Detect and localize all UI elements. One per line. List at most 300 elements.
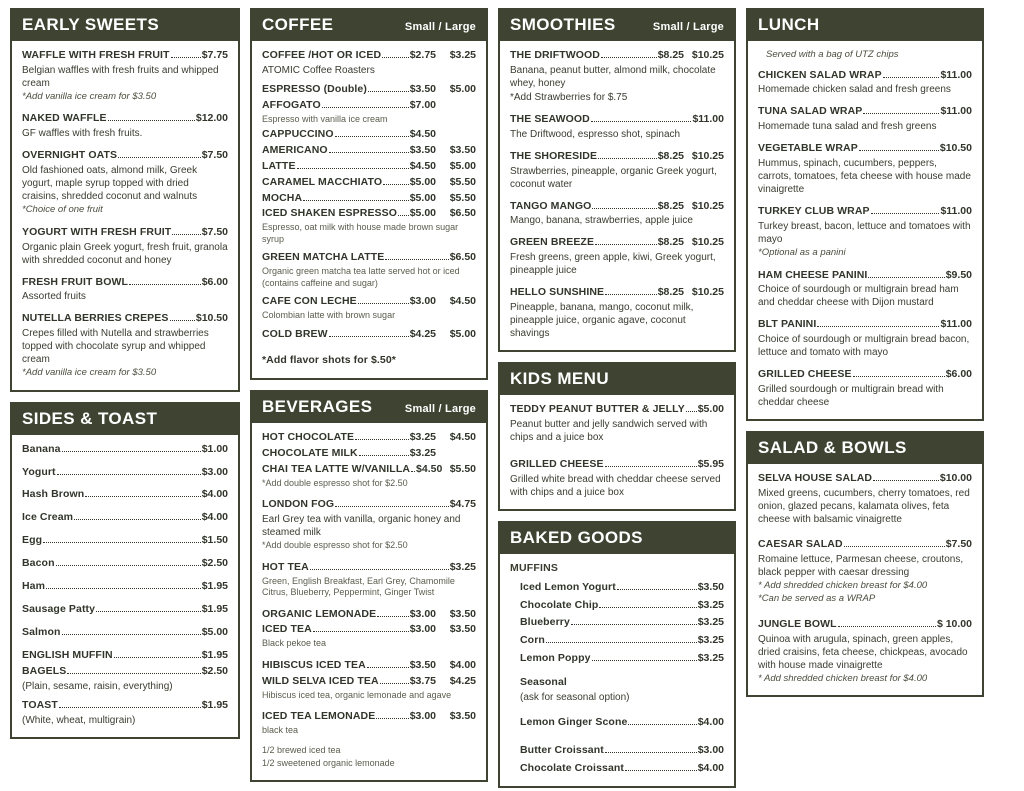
item-price: $4.00 <box>697 761 724 774</box>
item-price-small: $3.50 <box>409 82 436 95</box>
section-kids-menu <box>498 362 736 511</box>
item-name: TURKEY CLUB WRAP <box>758 205 870 218</box>
menu-item <box>758 269 972 310</box>
menu-item <box>520 581 724 595</box>
item-price-large: $5.50 <box>449 462 476 475</box>
menu-item <box>510 113 724 141</box>
leader-dots <box>67 673 200 674</box>
menu-item <box>22 665 228 693</box>
item-note: * Add shredded chicken breast for $4.00 <box>758 672 928 684</box>
leader-dots <box>628 724 696 725</box>
item-name: ICED TEA LEMONADE <box>262 710 376 723</box>
leader-dots <box>322 107 409 108</box>
leader-dots <box>303 200 409 201</box>
item-name: Salmon <box>22 625 61 638</box>
section-title: BEVERAGES <box>262 397 373 417</box>
item-price: $7.75 <box>201 49 228 61</box>
item-name: Seasonal <box>520 676 567 689</box>
leader-dots <box>863 113 939 114</box>
menu-item <box>262 498 476 551</box>
item-name: NUTELLA BERRIES CREPES <box>22 312 169 325</box>
section-header <box>748 10 982 41</box>
item-name: HOT TEA <box>262 560 309 573</box>
item-description: GF waffles with fresh fruits. <box>22 128 143 140</box>
item-subtext: (White, wheat, multigrain) <box>22 715 136 727</box>
section-header <box>12 404 238 435</box>
item-description: Mango, banana, strawberries, apple juice <box>510 215 693 227</box>
item-price-large: $3.50 <box>449 143 476 156</box>
beverages-footnote-1: 1/2 brewed iced tea <box>262 745 341 756</box>
column-2 <box>250 8 488 783</box>
leader-dots <box>310 569 449 570</box>
item-name: HAM CHEESE PANINI <box>758 268 868 281</box>
item-name: Ham <box>22 579 46 592</box>
menu-item <box>262 295 476 321</box>
item-description: Peanut butter and jelly sandwich served with chips and a juice box <box>510 419 708 444</box>
item-name: CARAMEL MACCHIATO <box>262 175 383 188</box>
item-price: $7.50 <box>201 149 228 162</box>
section-title: SALAD & BOWLS <box>758 438 907 458</box>
item-price: $1.95 <box>201 699 228 712</box>
leader-dots <box>844 546 945 547</box>
item-price-small: $3.00 <box>409 607 436 620</box>
item-description: Homemade chicken salad and fresh greens <box>758 84 951 96</box>
leader-dots <box>592 208 656 209</box>
item-price-small: $8.25 <box>657 199 684 212</box>
item-name: Bacon <box>22 557 55 570</box>
menu-item <box>22 443 228 457</box>
menu-item <box>262 49 476 77</box>
item-price-small: $3.75 <box>409 674 436 687</box>
item-price-large: $3.25 <box>449 49 476 61</box>
menu-item <box>510 458 724 499</box>
item-price-small: $3.50 <box>409 143 436 156</box>
item-price-large: $4.25 <box>449 674 476 687</box>
section-title: SIDES & TOAST <box>22 408 158 428</box>
item-subtext: black tea <box>262 724 299 735</box>
item-price-large: $3.50 <box>449 607 476 620</box>
item-description: Grilled sourdough or multigrain bread with cheddar cheese <box>758 384 944 409</box>
item-price-small: $4.50 <box>409 128 436 141</box>
leader-dots <box>46 588 201 589</box>
item-price: $3.25 <box>697 598 724 611</box>
item-price: $11.00 <box>940 105 972 118</box>
item-description: Belgian waffles with fresh fruits and whipped cream <box>22 64 219 89</box>
leader-dots <box>367 667 409 668</box>
item-price: $7.50 <box>201 225 228 238</box>
leader-dots <box>368 91 409 92</box>
menu-item <box>22 649 228 663</box>
item-name: OVERNIGHT OATS <box>22 149 118 162</box>
item-name: ICED TEA <box>262 623 312 636</box>
item-name: Lemon Ginger Scone <box>520 716 628 729</box>
item-price-small: $8.25 <box>657 236 684 249</box>
item-name: Egg <box>22 534 43 547</box>
item-subtext: Black pekoe tea <box>262 638 327 649</box>
leader-dots <box>335 506 449 507</box>
item-name: Hash Brown <box>22 488 85 501</box>
menu-item <box>520 762 724 776</box>
item-price-small: $7.00 <box>409 98 436 111</box>
item-name: WAFFLE WITH FRESH FRUIT <box>22 49 170 61</box>
item-description: Strawberries, pineapple, organic Greek yogurt, coconut water <box>510 165 717 190</box>
menu-item <box>262 608 476 622</box>
item-price: $7.50 <box>945 537 972 550</box>
item-price: $9.50 <box>945 268 972 281</box>
item-price-large: $3.50 <box>449 710 476 723</box>
item-price: $11.00 <box>692 112 724 125</box>
item-price-large: $5.00 <box>449 159 476 172</box>
section-title: LUNCH <box>758 15 820 34</box>
menu-item <box>262 128 476 142</box>
item-price: $1.50 <box>201 534 228 547</box>
leader-dots <box>595 244 657 245</box>
leader-dots <box>859 150 939 151</box>
menu-item <box>510 403 724 444</box>
item-name: JUNGLE BOWL <box>758 617 837 630</box>
item-price: $3.25 <box>697 652 724 665</box>
item-price-large: $5.50 <box>449 191 476 204</box>
item-name: TOAST <box>22 699 58 712</box>
menu-item <box>22 511 228 525</box>
leader-dots <box>817 326 939 327</box>
menu-item <box>262 207 476 245</box>
leader-dots <box>171 57 201 58</box>
item-name: HELLO SUNSHINE <box>510 286 605 299</box>
item-name: Lemon Poppy <box>520 652 591 665</box>
item-price-small: $3.25 <box>409 447 436 460</box>
item-name: Sausage Patty <box>22 602 96 615</box>
leader-dots <box>170 320 195 321</box>
section-title: SMOOTHIES <box>510 15 616 34</box>
menu-item <box>22 112 228 140</box>
leader-dots <box>625 770 697 771</box>
item-price: $1.95 <box>201 602 228 615</box>
menu-item <box>262 561 476 599</box>
section-body <box>252 41 486 378</box>
group-label-muffins: MUFFINS <box>510 561 559 574</box>
item-price: $3.25 <box>697 634 724 647</box>
menu-item <box>262 328 476 342</box>
item-name: CHAI TEA LATTE W/VANILLA <box>262 462 411 475</box>
item-price-large: $4.00 <box>449 658 476 671</box>
menu-item <box>262 623 476 649</box>
item-price: $2.50 <box>201 665 228 678</box>
item-price-small: $3.50 <box>409 658 436 671</box>
item-subtext: Organic green matcha tea latte served hot or iced (contains caffeine and sugar) <box>262 266 460 288</box>
section-body <box>500 395 734 509</box>
menu-item <box>262 160 476 174</box>
item-description: Old fashioned oats, almond milk, Greek yogurt, maple syrup topped with dried craisins, shredded coconut and walnuts <box>22 165 198 203</box>
menu-item <box>262 447 476 461</box>
leader-dots <box>599 607 696 608</box>
section-sides-toast <box>10 402 240 740</box>
leader-dots <box>355 439 409 440</box>
item-name: CAPPUCCINO <box>262 128 334 141</box>
menu-item <box>510 286 724 340</box>
item-description: Choice of sourdough or multigrain bread bacon, lettuce and tomato with mayo <box>758 334 970 359</box>
item-price: $1.95 <box>201 579 228 592</box>
item-name: TUNA SALAD WRAP <box>758 105 863 118</box>
leader-dots <box>114 657 201 658</box>
item-description: Grilled white bread with cheddar cheese served with chips and a juice box <box>510 473 721 498</box>
menu-item <box>758 142 972 196</box>
leader-dots <box>96 611 201 612</box>
item-name: GRILLED CHEESE <box>510 458 604 471</box>
section-header <box>748 433 982 464</box>
item-price-small: $4.50 <box>416 462 443 475</box>
item-name: Chocolate Chip <box>520 598 599 611</box>
menu-item <box>262 83 476 97</box>
item-name: Butter Croissant <box>520 743 604 756</box>
section-title: BAKED GOODS <box>510 527 643 547</box>
item-note: *Add vanilla ice cream for $3.50 <box>22 90 157 102</box>
menu-item <box>510 236 724 277</box>
leader-dots <box>398 215 409 216</box>
section-body <box>12 41 238 390</box>
item-name: FRESH FRUIT BOWL <box>22 275 129 288</box>
item-price: $10.50 <box>195 312 228 325</box>
section-body <box>748 464 982 695</box>
leader-dots <box>129 284 201 285</box>
menu-item <box>758 105 972 133</box>
section-subtitle: Small / Large <box>404 403 476 416</box>
menu-item <box>22 557 228 571</box>
section-smoothies <box>498 8 736 352</box>
item-name: THE SEAWOOD <box>510 112 590 125</box>
item-subtext: Espresso, oat milk with house made brown sugar syrup <box>262 222 459 244</box>
section-subtitle: Small / Large <box>404 21 476 33</box>
menu-item <box>22 276 228 304</box>
leader-dots <box>377 616 409 617</box>
item-name: WILD SELVA ICED TEA <box>262 674 379 687</box>
menu-item <box>520 716 724 730</box>
menu-item <box>262 144 476 158</box>
section-header <box>252 392 486 423</box>
item-subtext: (Plain, sesame, raisin, everything) <box>22 681 173 693</box>
leader-dots <box>59 707 201 708</box>
menu-item <box>262 463 476 489</box>
item-description: Homemade tuna salad and fresh greens <box>758 121 937 133</box>
column-3 <box>498 8 736 783</box>
item-name: CHOCOLATE MILK <box>262 447 358 460</box>
leader-dots <box>605 752 697 753</box>
leader-dots <box>376 718 408 719</box>
item-description: Turkey breast, bacon, lettuce and tomatoes with mayo <box>758 220 971 245</box>
item-price-large: $10.25 <box>691 199 724 212</box>
menu-item <box>262 192 476 206</box>
item-name: Iced Lemon Yogurt <box>520 580 616 593</box>
item-price: $5.00 <box>697 403 724 416</box>
item-price-small: $4.25 <box>409 327 436 340</box>
item-description: Pineapple, banana, mango, coconut milk, pineapple juice, organic agave, coconut shavings <box>510 302 694 340</box>
leader-dots <box>591 121 692 122</box>
section-body <box>500 554 734 786</box>
leader-dots <box>313 631 409 632</box>
menu-item <box>262 176 476 190</box>
item-name: Blueberry <box>520 616 570 629</box>
item-subtext: Espresso with vanilla ice cream <box>262 113 388 124</box>
leader-dots <box>868 277 944 278</box>
item-price: $6.50 <box>449 251 476 264</box>
item-name: Corn <box>520 634 545 647</box>
section-body <box>12 435 238 738</box>
menu-item <box>262 431 476 445</box>
menu-item <box>22 534 228 548</box>
item-description: Organic plain Greek yogurt, fresh fruit, granola with shredded coconut and honey <box>22 241 228 266</box>
item-description: Quinoa with arugula, spinach, green apples, dried craisins, feta cheese, chickpeas, avocado with house made vinaigrette <box>758 633 968 671</box>
leader-dots <box>108 120 195 121</box>
item-price-large: $10.25 <box>691 236 724 249</box>
item-price: $3.00 <box>697 743 724 756</box>
leader-dots <box>358 303 409 304</box>
leader-dots <box>329 152 409 153</box>
leader-dots <box>601 57 657 58</box>
section-title: EARLY SWEETS <box>22 15 160 34</box>
item-name: ESPRESSO (Double) <box>262 82 367 95</box>
item-name: TANGO MANGO <box>510 199 592 212</box>
item-description: Mixed greens, cucumbers, cherry tomatoes, red onion, glazed pecans, kalamata olives, feta cheese with balsamic vinaigrette <box>758 487 970 525</box>
item-name: TEDDY PEANUT BUTTER & JELLY <box>510 403 685 416</box>
item-name: THE DRIFTWOOD <box>510 49 600 61</box>
leader-dots <box>43 542 201 543</box>
item-subtext: *Add double espresso shot for $2.50 <box>262 477 408 488</box>
item-price-small: $3.00 <box>409 710 436 723</box>
section-title: COFFEE <box>262 15 334 34</box>
item-price: $11.00 <box>940 318 972 331</box>
item-subtext: *Add double espresso shot for $2.50 <box>262 540 408 551</box>
item-price: $11.00 <box>940 205 972 218</box>
item-price-large: $5.50 <box>449 175 476 188</box>
item-name: CAESAR SALAD <box>758 537 843 550</box>
leader-dots <box>382 57 409 58</box>
item-name: Banana <box>22 442 61 455</box>
item-name: GREEN MATCHA LATTE <box>262 251 385 264</box>
item-name: Chocolate Croissant <box>520 761 625 774</box>
item-price: $10.00 <box>939 472 972 485</box>
item-name: CAFE CON LECHE <box>262 295 357 308</box>
item-note: * Add shredded chicken breast for $4.00 <box>758 579 928 591</box>
leader-dots <box>380 683 409 684</box>
item-price-small: $8.25 <box>657 149 684 162</box>
item-price-large: $10.25 <box>691 286 724 299</box>
leader-dots <box>62 451 201 452</box>
item-price-small: $3.00 <box>409 295 436 308</box>
item-note: *Choice of one fruit <box>22 204 103 216</box>
item-description: The Driftwood, espresso shot, spinach <box>510 128 681 140</box>
item-name: THE SHORESIDE <box>510 149 598 162</box>
item-subtext: (ask for seasonal option) <box>520 691 630 703</box>
item-price-small: $5.00 <box>409 175 436 188</box>
item-price: $3.50 <box>697 580 724 593</box>
menu-item <box>22 580 228 594</box>
item-price: $11.00 <box>940 68 972 81</box>
menu-item <box>520 652 724 666</box>
item-price: $3.25 <box>697 616 724 629</box>
item-name: AFFOGATO <box>262 98 321 111</box>
leader-dots <box>686 411 697 412</box>
leader-dots <box>383 184 409 185</box>
section-title: KIDS MENU <box>510 369 609 389</box>
section-body <box>252 423 486 779</box>
leader-dots <box>546 642 697 643</box>
item-name: Yogurt <box>22 465 56 478</box>
leader-dots <box>62 634 201 635</box>
item-subtext: Colombian latte with brown sugar <box>262 310 396 321</box>
item-price-small: $4.50 <box>409 159 436 172</box>
item-note: *Optional as a panini <box>758 246 846 258</box>
menu-item <box>510 150 724 191</box>
menu-item <box>520 634 724 648</box>
item-description: Choice of sourdough or multigrain bread ham and cheddar cheese with Dijon mustard <box>758 284 959 309</box>
beverages-footnote-2: 1/2 sweetened organic lemonade <box>262 757 395 768</box>
menu-item <box>262 710 476 736</box>
item-subtext: Hibiscus iced tea, organic lemonade and agave <box>262 689 452 700</box>
item-subtext: Green, English Breakfast, Earl Grey, Chamomile Citrus, Blueberry, Peppermint, Ginger Twist <box>262 575 455 598</box>
menu-item <box>758 618 972 685</box>
item-price-large: $6.50 <box>449 207 476 220</box>
leader-dots <box>56 565 201 566</box>
item-price: $10.50 <box>939 142 972 155</box>
section-subtitle: Small / Large <box>652 21 724 33</box>
leader-dots <box>329 336 409 337</box>
item-note-2: *Can be served as a WRAP <box>758 593 876 605</box>
item-price: $6.00 <box>201 275 228 288</box>
menu-item <box>22 466 228 480</box>
leader-dots <box>853 376 945 377</box>
item-price: $4.00 <box>697 716 724 729</box>
item-price-large: $4.50 <box>449 295 476 308</box>
item-price-small: $3.00 <box>409 623 436 636</box>
leader-dots <box>335 136 409 137</box>
item-name: LONDON FOG <box>262 498 335 511</box>
menu-item <box>758 368 972 409</box>
item-description: Assorted fruits <box>22 291 86 303</box>
item-price: $ 10.00 <box>936 617 972 630</box>
item-name: BAGELS <box>22 665 67 678</box>
item-price-small: $3.25 <box>409 431 436 444</box>
menu-item <box>22 149 228 216</box>
item-price: $4.00 <box>201 511 228 524</box>
menu-item <box>22 226 228 267</box>
menu-item <box>22 699 228 727</box>
leader-dots <box>297 168 409 169</box>
item-note: *Add vanilla ice cream for $3.50 <box>22 367 157 379</box>
item-name: COLD BREW <box>262 327 328 340</box>
menu-item <box>22 312 228 379</box>
item-name: LATTE <box>262 159 296 172</box>
item-price: $5.95 <box>697 458 724 471</box>
item-name: MOCHA <box>262 191 303 204</box>
menu-item <box>510 49 724 104</box>
section-early-sweets <box>10 8 240 392</box>
item-name: ICED SHAKEN ESPRESSO <box>262 207 398 220</box>
item-price: $3.25 <box>449 560 476 573</box>
item-price-small: $5.00 <box>409 191 436 204</box>
item-name: SELVA HOUSE SALAD <box>758 472 873 485</box>
menu-item <box>262 99 476 125</box>
item-price: $6.00 <box>945 368 972 381</box>
item-description: Banana, peanut butter, almond milk, chocolate whey, honey <box>510 64 716 89</box>
section-lunch <box>746 8 984 421</box>
item-description: ATOMIC Coffee Roasters <box>262 64 375 76</box>
item-name: BLT PANINI <box>758 318 817 331</box>
menu-item <box>510 200 724 228</box>
leader-dots <box>85 496 200 497</box>
menu-item <box>22 49 228 103</box>
menu-item <box>758 472 972 526</box>
leader-dots <box>172 234 200 235</box>
